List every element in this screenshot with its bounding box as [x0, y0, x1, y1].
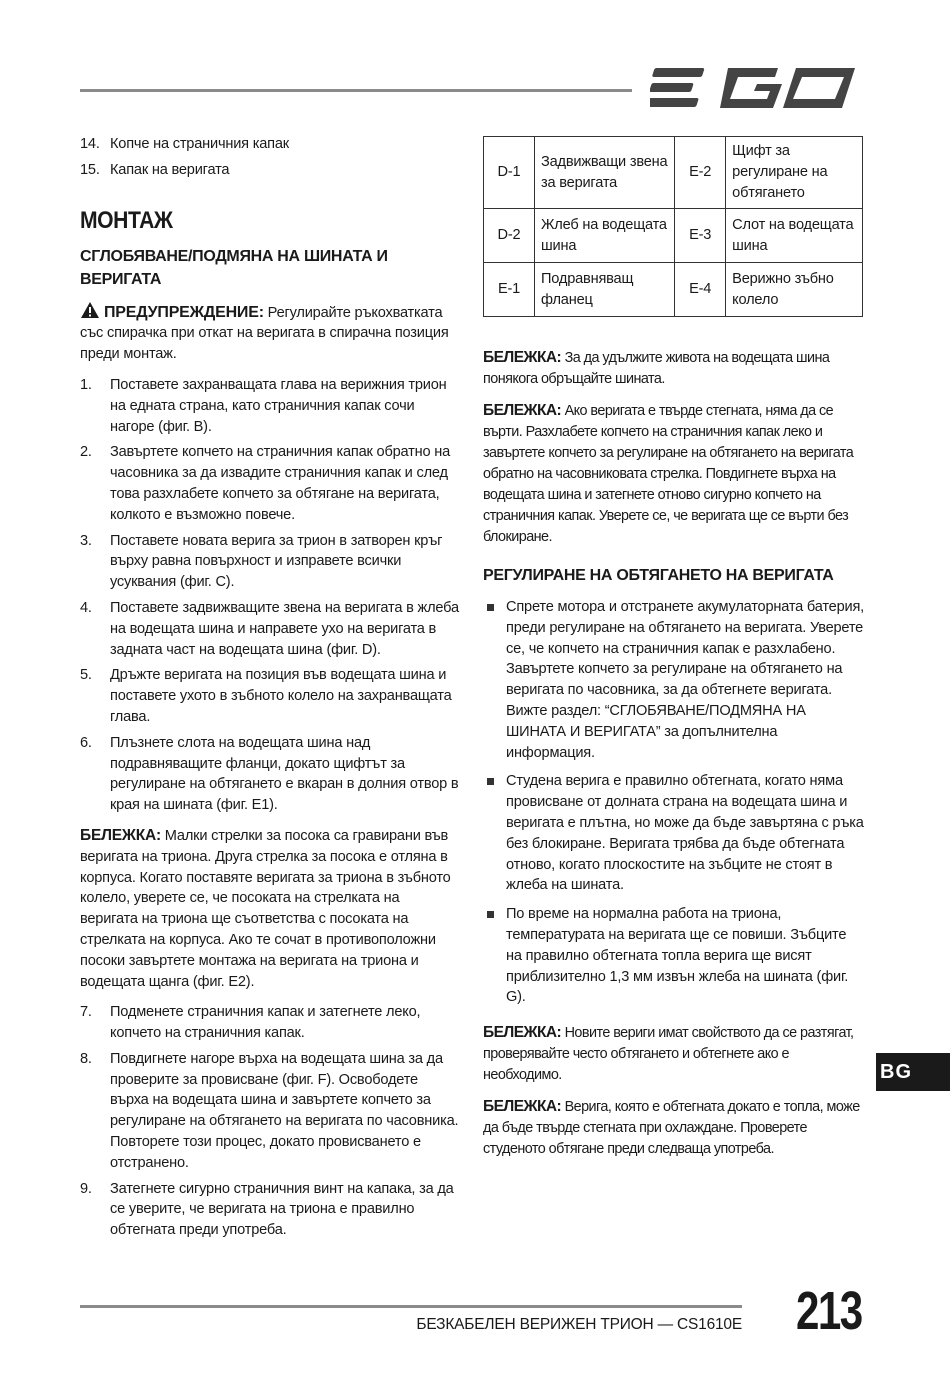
bullet-text: Спрете мотора и отстранете акумулаторната батерия, преди регулиране на обтягането на веригата. Уверете се, че копчето на страничния капак е разхлабено. Завъртете копчето за регулиране на обтягането на веригата по часовника, за да обтегнете веригата. Вижте раздел: “СГЛОБЯВАНЕ/ПОДМЯНА НА ШИНАТА И ВЕРИГАТА” за допълнителна информация. — [506, 599, 865, 761]
toc-list — [80, 134, 460, 181]
bullet-square-icon — [487, 911, 494, 918]
warning-text: Регулирайте ръкохватката със спирачка при откат на веригата в спирачна позиция преди монтаж. — [80, 304, 449, 363]
list-item — [483, 904, 865, 1008]
footer-text: БЕЗКАБЕЛЕН ВЕРИЖЕН ТРИОН — CS1610E — [416, 1316, 742, 1333]
ego-logo — [650, 64, 860, 112]
footer-rule — [80, 1305, 742, 1308]
toc-item-text: Капак на веригата — [110, 161, 230, 178]
left-column — [80, 134, 460, 1246]
table-cell-desc: Жлеб на водещата шина — [535, 209, 675, 263]
table-cell-desc: Слот на водещата шина — [726, 209, 863, 263]
toc-item-number: 15. — [80, 161, 100, 178]
list-item — [80, 665, 460, 727]
warning-paragraph — [80, 301, 460, 365]
step-number: 1. — [80, 376, 92, 393]
list-item — [80, 1179, 460, 1241]
table-row — [484, 137, 863, 209]
note-label: БЕЛЕЖКА: — [483, 402, 562, 419]
list-item — [80, 375, 460, 437]
table-cell-code: E-4 — [675, 263, 726, 317]
step-text: Поставете новата верига за трион в затворен кръг върху равна повърхност и изправете всички усуквания (фиг. C). — [110, 532, 443, 591]
bullet-square-icon — [487, 604, 494, 611]
toc-item-text: Копче на страничния капак — [110, 136, 289, 152]
warning-label: ПРЕДУПРЕЖДЕНИЕ: — [104, 303, 264, 321]
note-text: За да удължите живота на водещата шина понякога обръщайте шината. — [483, 350, 830, 387]
table-cell-desc: Задвижващи звена за веригата — [535, 137, 675, 209]
note-label: БЕЛЕЖКА: — [80, 826, 161, 844]
page-number: 213 — [796, 1281, 862, 1341]
step-text: Поставете захранващата глава на верижния трион на едната страна, като страничния капак сочи нагоре (фиг. B). — [110, 376, 447, 435]
step-number: 9. — [80, 1180, 92, 1197]
step-number: 3. — [80, 532, 92, 549]
note-text: Малки стрелки за посока са гравирани във веригата на триона. Друга стрелка за посока е отляна в корпуса. Когато поставяте веригата за триона в зъбното колело, уверете се, че посоката на стрелката на веригата на триона ще съответства с посоката на стрелката на корпуса. Ако те сочат в противоположни посоки завъртете монтажа на веригата на триона и водещата щанга (фиг. E2). — [80, 827, 451, 990]
section-title: МОНТАЖ — [80, 206, 173, 234]
step-text: Плъзнете слота на водещата шина над подравняващите фланци, докато щифтът за регулиране на обтягането е вкаран в долния отвор в края на шината (фиг. E1). — [110, 734, 459, 814]
toc-item — [80, 134, 460, 155]
language-tab: BG — [876, 1053, 950, 1091]
note-label: БЕЛЕЖКА: — [483, 349, 562, 366]
step-text: Подменете страничния капак и затегнете леко, копчето на страничния капак. — [110, 1004, 421, 1042]
table-cell-code: E-3 — [675, 209, 726, 263]
step-text: Дръжте веригата на позиция във водещата шина и поставете ухото в зъбното колело на захранващата глава. — [110, 667, 452, 725]
subsection-title: РЕГУЛИРАНЕ НА ОБТЯГАНЕТО НА ВЕРИГАТА — [483, 567, 834, 584]
table-cell-code: E-1 — [484, 263, 535, 317]
steps-list-b — [80, 1002, 460, 1241]
note-paragraph — [80, 826, 460, 992]
step-number: 5. — [80, 667, 92, 684]
list-item — [80, 531, 460, 593]
table-cell-desc: Верижно зъбно колело — [726, 263, 863, 317]
step-text: Повдигнете нагоре върха на водещата шина за да проверите за провисване (фиг. F). Освободете върха на водещата шина и завъртете копчето за регулиране на обтягането на веригата по часовника. Повторете този процес, докато провисването е отстранено. — [110, 1050, 459, 1171]
step-number: 8. — [80, 1050, 92, 1067]
warning-triangle-icon — [80, 301, 100, 319]
bullet-list — [483, 597, 865, 1008]
list-item — [483, 771, 865, 896]
step-number: 6. — [80, 734, 92, 751]
step-text: Завъртете копчето на страничния капак обратно на часовника за да извадите страничния капак и след това разхлабете копчето за обтягане на веригата, колкото е възможно повече. — [110, 444, 451, 523]
note-label: БЕЛЕЖКА: — [483, 1024, 562, 1042]
note-text: Новите вериги имат свойството да се разтягат, проверявайте често обтягането и обтегнете ако е необходимо. — [483, 1025, 854, 1084]
list-item — [80, 1002, 460, 1044]
list-item — [80, 598, 460, 660]
table-cell-code: D-1 — [484, 137, 535, 209]
parts-table — [483, 136, 863, 317]
list-item — [80, 1049, 460, 1174]
right-column — [483, 136, 865, 1170]
list-item — [80, 442, 460, 525]
steps-list-a — [80, 375, 460, 816]
bullet-square-icon — [487, 778, 494, 785]
list-item — [80, 733, 460, 816]
table-row — [484, 209, 863, 263]
table-row — [484, 263, 863, 317]
table-cell-desc: Подравняващ фланец — [535, 263, 675, 317]
note-paragraph — [483, 1022, 865, 1086]
bullet-text: Студена верига е правилно обтегната, когато няма провисване от долната страна на водещата шина и веригата е плътна, но може да бъде завъртяна с ръка без блокиране. Веригата трябва да бъде обтегната отново, когато плоскостите на зъбците не стоят в жлеба на шината. — [506, 773, 864, 894]
table-cell-desc: Щифт за регулиране на обтягането — [726, 137, 863, 209]
note-text: Верига, която е обтегната докато е топла, може да бъде твърде стегната при охлаждане. Проверете студеното обтягане преди следваща употреба. — [483, 1099, 860, 1158]
step-text: Затегнете сигурно страничния винт на капака, за да се уверите, че веригата на триона е правилно обтегната преди употреба. — [110, 1180, 454, 1239]
list-item — [483, 597, 865, 763]
subsection-title: СГЛОБЯВАНЕ/ПОДМЯНА НА ШИНАТА И ВЕРИГАТА — [80, 247, 388, 288]
note-paragraph — [483, 1096, 865, 1160]
toc-item-number: 14. — [80, 136, 100, 152]
step-number: 4. — [80, 599, 92, 616]
bullet-text: По време на нормална работа на триона, температурата на веригата ще се повиши. Зъбците на правилно обтегната топла верига ще висят приблизително 1,3 мм извън жлеба на шината (фиг. G). — [506, 906, 849, 1006]
note-text: Ако веригата е твърде стегната, няма да се върти. Разхлабете копчето на страничния капак леко и завъртете копчето за регулиране на обтягането на веригата обратно на часовниковата стрелка. Повдигнете върха на водещата шина и затегнете отново сигурно копчето на страничния капак. Уверете се, че веригата ще се върти без блокиране. — [483, 403, 854, 545]
step-number: 2. — [80, 444, 92, 461]
table-cell-code: D-2 — [484, 209, 535, 263]
step-number: 7. — [80, 1004, 92, 1021]
table-cell-code: E-2 — [675, 137, 726, 209]
toc-item — [80, 160, 460, 181]
step-text: Поставете задвижващите звена на веригата в жлеба на водещата шина и направете ухо на веригата в задната част на водещата шина (фиг. D). — [110, 599, 459, 658]
note-label: БЕЛЕЖКА: — [483, 1098, 562, 1116]
note-paragraph — [483, 347, 865, 390]
note-paragraph — [483, 400, 865, 548]
header-rule — [80, 89, 632, 92]
